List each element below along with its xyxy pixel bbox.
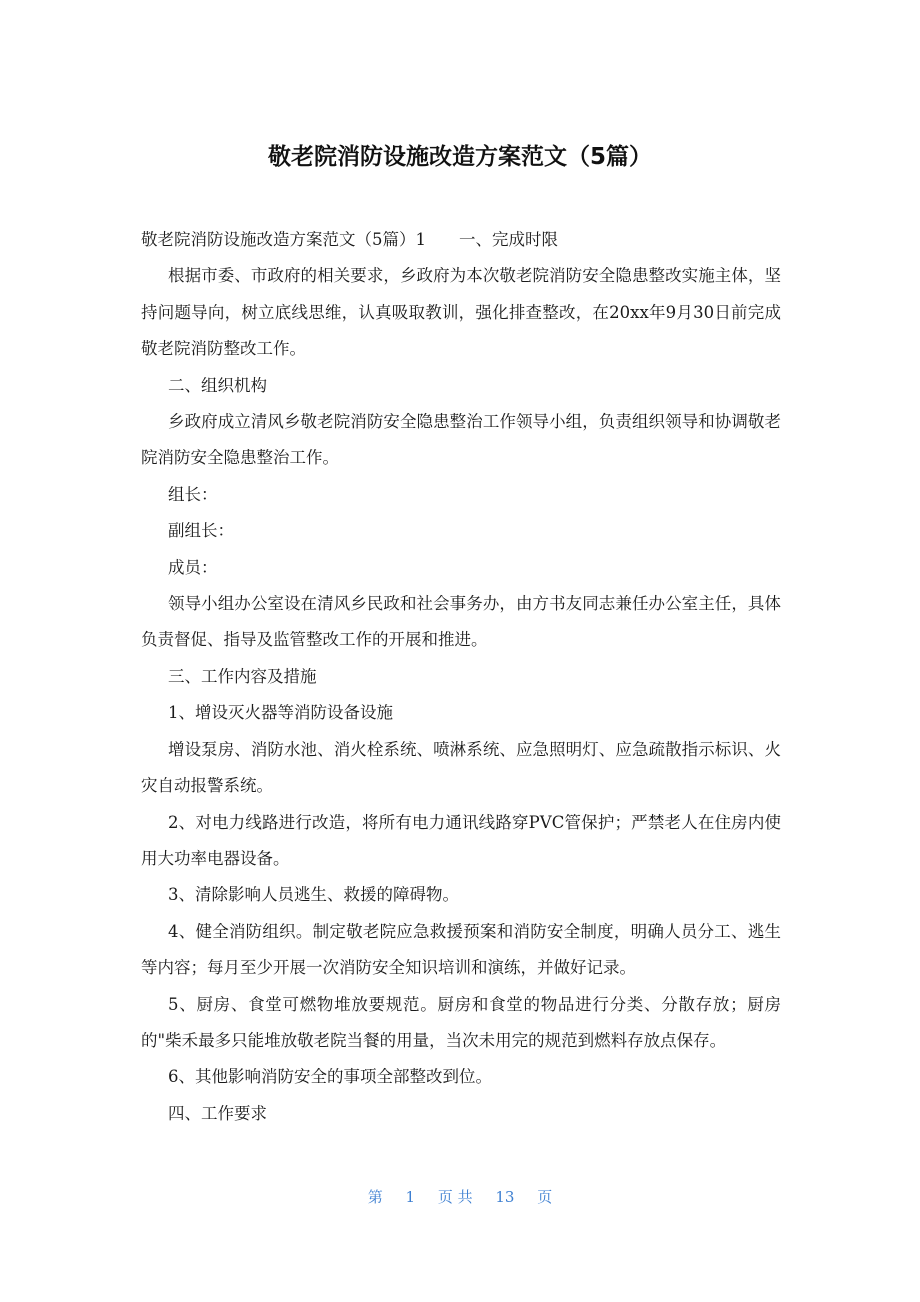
paragraph: 敬老院消防设施改造方案范文（5篇）1 一、完成时限	[141, 230, 558, 249]
paragraph: 领导小组办公室设在清风乡民政和社会事务办，由方书友同志兼任办公室主任，具体负责督促、指导及监管整改工作的开展和推进。	[141, 594, 781, 650]
footer-label-pages: 页	[537, 1188, 553, 1206]
paragraph: 增设泵房、消防水池、消火栓系统、喷淋系统、应急照明灯、应急疏散指示标识、火灾自动报警系统。	[141, 739, 781, 796]
footer-label-page: 第	[367, 1188, 383, 1206]
section-heading: 四、工作要求	[168, 1103, 267, 1123]
paragraph: 4、健全消防组织。制定敬老院应急救援预案和消防安全制度，明确人员分工、逃生等内容；每月至少开展一次消防安全知识培训和演练，并做好记录。	[141, 921, 781, 978]
paragraph: 5、厨房、食堂可燃物堆放要规范。厨房和食堂的物品进行分类、分散存放；厨房的"柴禾最多只能堆放敬老院当餐的用量，当次未用完的规范到燃料存放点保存。	[141, 994, 781, 1050]
paragraph: 成员：	[168, 557, 218, 577]
paragraph: 6、其他影响消防安全的事项全部整改到位。	[168, 1067, 492, 1087]
document-body	[141, 222, 781, 1132]
paragraph: 1、增设灭火器等消防设备设施	[168, 703, 393, 723]
footer-label-of: 页 共	[437, 1188, 473, 1206]
section-heading: 三、工作内容及措施	[168, 666, 317, 686]
paragraph: 副组长：	[168, 521, 234, 541]
paragraph: 2、对电力线路进行改造，将所有电力通讯线路穿PVC管保护；严禁老人在住房内使用大功率电器设备。	[141, 812, 781, 868]
document-title: 敬老院消防设施改造方案范文（5篇）	[267, 144, 652, 170]
paragraph: 3、清除影响人员逃生、救援的障碍物。	[168, 885, 459, 905]
paragraph: 乡政府成立清风乡敬老院消防安全隐患整治工作领导小组，负责组织领导和协调敬老院消防安全隐患整治工作。	[141, 412, 781, 468]
section-heading: 二、组织机构	[168, 375, 267, 395]
paragraph: 组长：	[168, 484, 218, 504]
footer-current-page: 1	[405, 1188, 416, 1206]
footer-total-pages: 13	[495, 1188, 515, 1206]
paragraph: 根据市委、市政府的相关要求，乡政府为本次敬老院消防安全隐患整改实施主体，坚持问题导向，树立底线思维，认真吸取教训，强化排查整改，在20xx年9月30日前完成敬老院消防整改工作。	[141, 266, 781, 359]
page-footer	[0, 1186, 920, 1208]
